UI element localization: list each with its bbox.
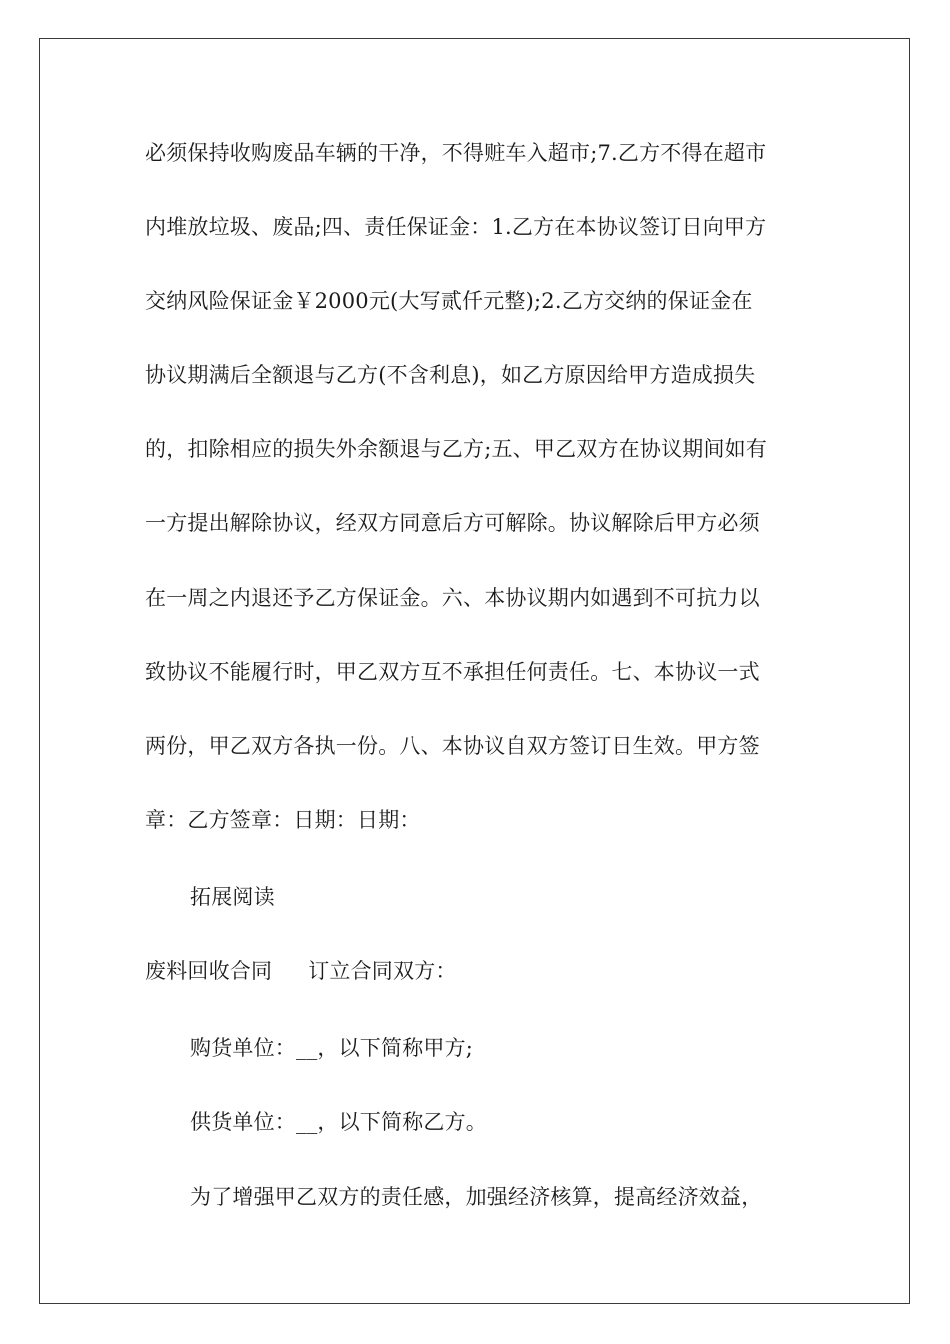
purpose-line: 为了增强甲乙双方的责任感，加强经济核算，提高经济效益， [190,1185,763,1209]
body-line-8: 致协议不能履行时，甲乙双方互不承担任何责任。七、本协议一式 [145,660,760,684]
contract-title: 废料回收合同 [145,959,273,983]
body-line-5: 的，扣除相应的损失外余额退与乙方;五、甲乙双方在协议期间如有 [145,437,768,461]
body-line-4: 协议期满后全额退与乙方(不含利息)，如乙方原因给甲方造成损失 [145,363,756,387]
body-line-2: 内堆放垃圾、废品;四、责任保证金：1.乙方在本协议签订日向甲方 [145,215,767,239]
supplier-line: 供货单位：__，以下简称乙方。 [190,1110,487,1134]
body-line-3: 交纳风险保证金￥2000元(大写贰仟元整);2.乙方交纳的保证金在 [145,289,753,313]
buyer-line: 购货单位：__，以下简称甲方; [190,1036,474,1060]
body-line-1: 必须保持收购废品车辆的干净，不得赃车入超市;7.乙方不得在超市 [145,141,767,165]
contract-title-line [145,958,457,984]
body-line-6: 一方提出解除协议，经双方同意后方可解除。协议解除后甲方必须 [145,511,760,535]
contract-parties-label: 订立合同双方： [308,959,457,983]
extended-reading-heading: 拓展阅读 [190,885,275,909]
body-line-7: 在一周之内退还予乙方保证金。六、本协议期内如遇到不可抗力以 [145,586,760,610]
body-line-10: 章：乙方签章：日期：日期： [145,808,421,832]
body-line-9: 两份，甲乙双方各执一份。八、本协议自双方签订日生效。甲方签 [145,734,760,758]
